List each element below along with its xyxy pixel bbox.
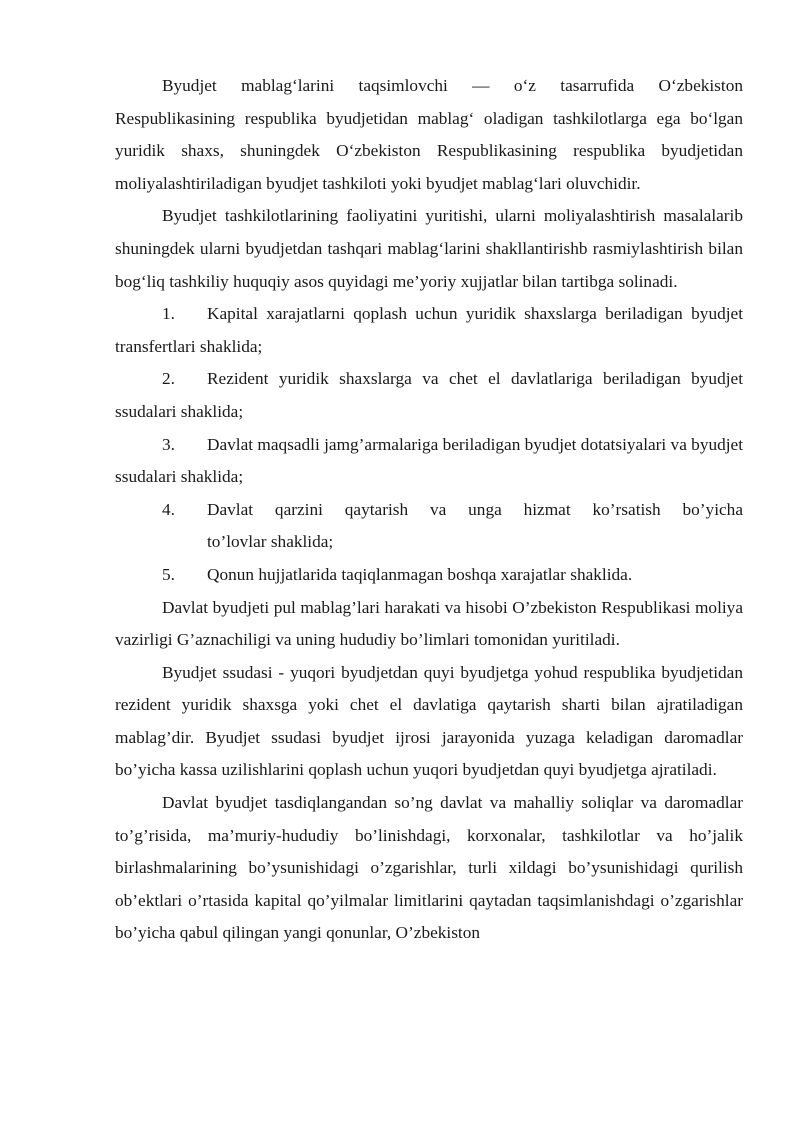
list-item [115, 429, 743, 494]
list-item-text: Davlat maqsadli jamg’armalariga beriladigan byudjet dotatsiyalari va byudjet ssudalari shaklida; [115, 434, 744, 487]
list-item-text: Qonun hujjatlarida taqiqlanmagan boshqa xarajatlar shaklida. [207, 564, 633, 584]
paragraph-budget-changes: Davlat byudjet tasdiqlangandan so’ng davlat va mahalliy soliqlar va daromadlar to’g’risida, ma’muriy-hududiy bo’linishdagi, korxonalar, tashkilotlar va ho’jalik birlashmalarining bo’ysunishidagi o’zgarishlar, turli xildagi bo’ysunishidagi qurilish ob’ektlari o’rtasida kapital qo’yilmalar limitlarini qaytadan taqsimlanishdagi o’zgarishlar bo’yicha qabul qilingan yangi qonunlar, O’zbekiston [115, 793, 743, 943]
list-item-number: 4. [162, 499, 175, 519]
list-item-number: 3. [162, 434, 175, 454]
document-page [115, 70, 743, 950]
list-item-text: Rezident yuridik shaxslarga va chet el davlatlariga beriladigan byudjet ssudalari shaklida; [115, 369, 743, 421]
list-item-number: 2. [162, 369, 175, 389]
list-item-text: Kapital xarajatlarni qoplash uchun yuridik shaxslarga beriladigan byudjet transfertlari shaklida; [115, 304, 743, 356]
list-item [115, 363, 743, 428]
list-item [115, 298, 743, 363]
list-item-number: 1. [162, 304, 175, 324]
list-item [115, 494, 743, 559]
paragraph-legal-basis: Byudjet tashkilotlarining faoliyatini yuritishi, ularni moliyalashtirish masalalarib shuningdek ularni byudjetdan tashqari mablag‘larini shakllantirishb rasmiylashtirish bilan bog‘liq tashkiliy huquqiy asos quyidagi me’yoriy xujjatlar bilan tartibga solinadi. [115, 206, 743, 291]
paragraph-budget-loan: Byudjet ssudasi - yuqori byudjetdan quyi byudjetga yohud respublika byudjetidan rezident yuridik shaxsga yoki chet el davlatiga qaytarish sharti bilan ajratiladigan mablag’dir. Byudjet ssudasi byudjet ijrosi jarayonida yuzaga keladigan daromadlar bo’yicha kassa uzilishlarini qoplash uchun yuqori byudjetdan quyi byudjetga ajratiladi. [115, 662, 743, 780]
list-item [115, 559, 743, 592]
paragraph-budget-distributor: Byudjet mablag‘larini taqsimlovchi — o‘z tasarrufida O‘zbekiston Respublikasining respublika byudjetidan mablag‘ oladigan tashkilotlarga ega bo‘lgan yuridik shaxs, shuningdek O‘zbekiston Respublikasining respublika byudjetidan moliyalashtiriladigan byudjet tashkiloti yoki byudjet mablag‘lari oluvchidir. [115, 76, 743, 193]
list-item-text: Davlat qarzini qaytarish va unga hizmat ko’rsatish bo’yicha [207, 499, 743, 519]
paragraph-treasury: Davlat byudjeti pul mablag’lari harakati va hisobi O’zbekiston Respublikasi moliya vazirligi G’aznachiligi va uning hududiy bo’limlari tomonidan yuritiladi. [115, 597, 743, 650]
list-item-number: 5. [162, 564, 175, 584]
list-item-text-continued: to’lovlar shaklida; [207, 532, 334, 552]
